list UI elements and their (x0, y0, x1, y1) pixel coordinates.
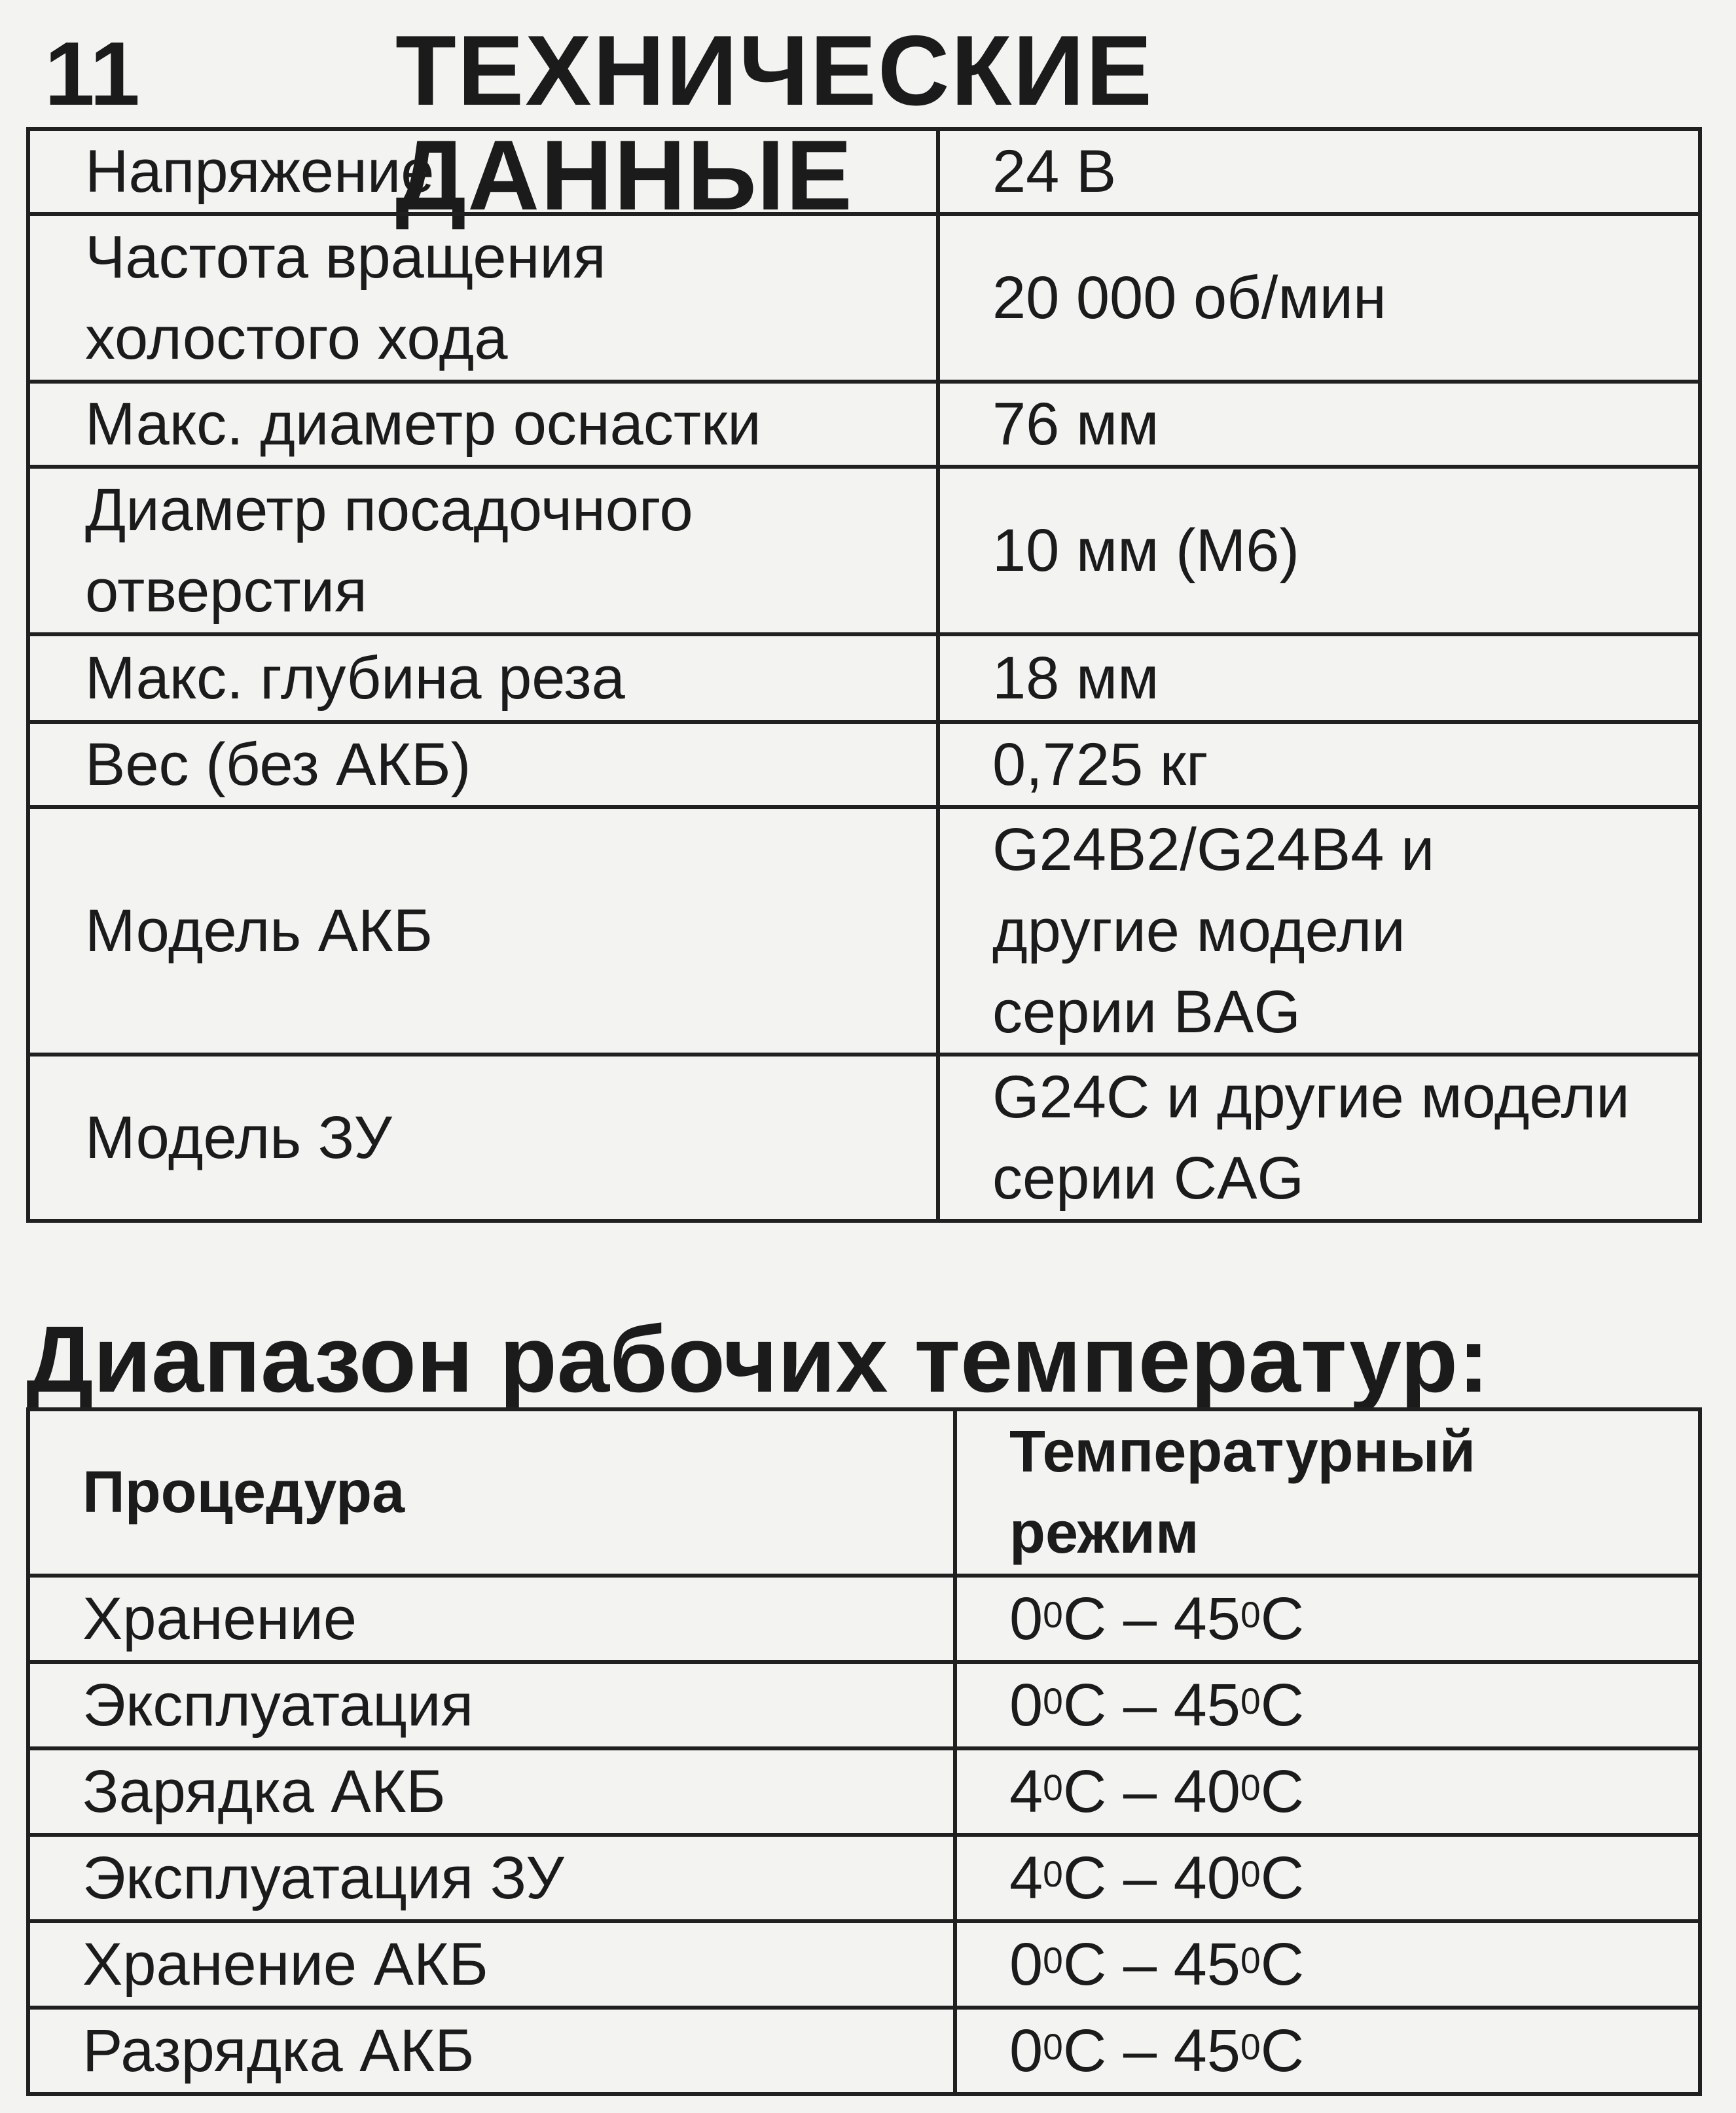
temperature-range-cell (955, 1835, 1700, 1921)
procedure-cell: Зарядка АКБ (28, 1748, 955, 1835)
table-row (28, 129, 1700, 214)
spec-label: Макс. глубина реза (28, 634, 938, 722)
spec-value: G24B2/G24B4 и другие модели серии BAG (938, 807, 1700, 1055)
procedure-cell: Эксплуатация (28, 1662, 955, 1748)
temp-separator: – (1106, 1672, 1174, 1739)
temperature-heading: Диапазон рабочих температур: (26, 1307, 1490, 1412)
procedure-cell: Хранение АКБ (28, 1921, 955, 2008)
table-row (28, 2008, 1700, 2094)
temp-from: 0 (1009, 1931, 1043, 1998)
temp-unit: C (1260, 1845, 1305, 1911)
temp-unit: C (1062, 2017, 1107, 2084)
column-header-procedure: Процедура (28, 1409, 955, 1576)
temp-from: 4 (1009, 1758, 1043, 1825)
temperature-table (26, 1407, 1702, 2096)
degree-mark: 0 (1043, 1767, 1063, 1808)
temp-separator: – (1106, 1931, 1174, 1998)
temp-separator: – (1106, 2017, 1174, 2084)
temp-from: 0 (1009, 2017, 1043, 2084)
table-row (28, 1662, 1700, 1748)
temp-unit: C (1062, 1585, 1107, 1652)
temp-separator: – (1106, 1585, 1174, 1652)
specs-table (26, 127, 1702, 1223)
temp-from: 0 (1009, 1672, 1043, 1739)
temp-separator: – (1106, 1845, 1174, 1911)
degree-mark: 0 (1043, 1595, 1063, 1635)
temp-to: 40 (1173, 1845, 1240, 1911)
spec-value: 76 мм (938, 382, 1700, 467)
table-row (28, 467, 1700, 634)
degree-mark: 0 (1240, 1595, 1261, 1635)
degree-mark: 0 (1043, 1940, 1063, 1981)
table-row (28, 1835, 1700, 1921)
temp-unit: C (1062, 1758, 1107, 1825)
spec-value: 18 мм (938, 634, 1700, 722)
temp-to: 45 (1173, 2017, 1240, 2084)
spec-label: Модель ЗУ (28, 1055, 938, 1221)
temperature-range-cell (955, 2008, 1700, 2094)
temperature-range-cell (955, 1748, 1700, 1835)
degree-mark: 0 (1043, 2027, 1063, 2067)
spec-value: 10 мм (М6) (938, 467, 1700, 634)
spec-label: Модель АКБ (28, 807, 938, 1055)
temp-unit: C (1062, 1845, 1107, 1911)
temp-from: 0 (1009, 1585, 1043, 1652)
spec-value: 20 000 об/мин (938, 214, 1700, 382)
temp-unit: C (1260, 1672, 1305, 1739)
temperature-range-cell (955, 1662, 1700, 1748)
spec-label: Макс. диаметр оснастки (28, 382, 938, 467)
procedure-cell: Хранение (28, 1576, 955, 1662)
table-row (28, 1748, 1700, 1835)
section-title: ТЕХНИЧЕСКИЕ ДАННЫЕ (395, 15, 1153, 231)
temp-to: 45 (1173, 1585, 1240, 1652)
procedure-cell: Эксплуатация ЗУ (28, 1835, 955, 1921)
table-row (28, 807, 1700, 1055)
table-row (28, 382, 1700, 467)
table-row (28, 634, 1700, 722)
temp-from: 4 (1009, 1845, 1043, 1911)
temperature-range-cell (955, 1576, 1700, 1662)
degree-mark: 0 (1043, 1854, 1063, 1894)
temp-unit: C (1260, 1931, 1305, 1998)
degree-mark: 0 (1240, 2027, 1261, 2067)
degree-mark: 0 (1043, 1681, 1063, 1722)
table-row (28, 1576, 1700, 1662)
table-header-row (28, 1409, 1700, 1576)
degree-mark: 0 (1240, 1767, 1261, 1808)
spec-value: G24C и другие модели серии CAG (938, 1055, 1700, 1221)
table-row (28, 722, 1700, 807)
temp-to: 40 (1173, 1758, 1240, 1825)
column-header-mode: Температурный режим (955, 1409, 1700, 1576)
degree-mark: 0 (1240, 1854, 1261, 1894)
procedure-cell: Разрядка АКБ (28, 2008, 955, 2094)
temp-separator: – (1106, 1758, 1174, 1825)
temp-unit: C (1260, 1758, 1305, 1825)
table-row (28, 1055, 1700, 1221)
temp-unit: C (1260, 2017, 1305, 2084)
degree-mark: 0 (1240, 1681, 1261, 1722)
temp-unit: C (1260, 1585, 1305, 1652)
section-number: 11 (45, 24, 140, 124)
table-row (28, 214, 1700, 382)
temp-unit: C (1062, 1931, 1107, 1998)
spec-value: 0,725 кг (938, 722, 1700, 807)
temperature-range-cell (955, 1921, 1700, 2008)
spec-label: Напряжение (28, 129, 938, 214)
temp-to: 45 (1173, 1672, 1240, 1739)
table-row (28, 1921, 1700, 2008)
degree-mark: 0 (1240, 1940, 1261, 1981)
spec-label: Частота вращения холостого хода (28, 214, 938, 382)
spec-value: 24 В (938, 129, 1700, 214)
temp-to: 45 (1173, 1931, 1240, 1998)
spec-label: Вес (без АКБ) (28, 722, 938, 807)
temp-unit: C (1062, 1672, 1107, 1739)
spec-label: Диаметр посадочного отверстия (28, 467, 938, 634)
